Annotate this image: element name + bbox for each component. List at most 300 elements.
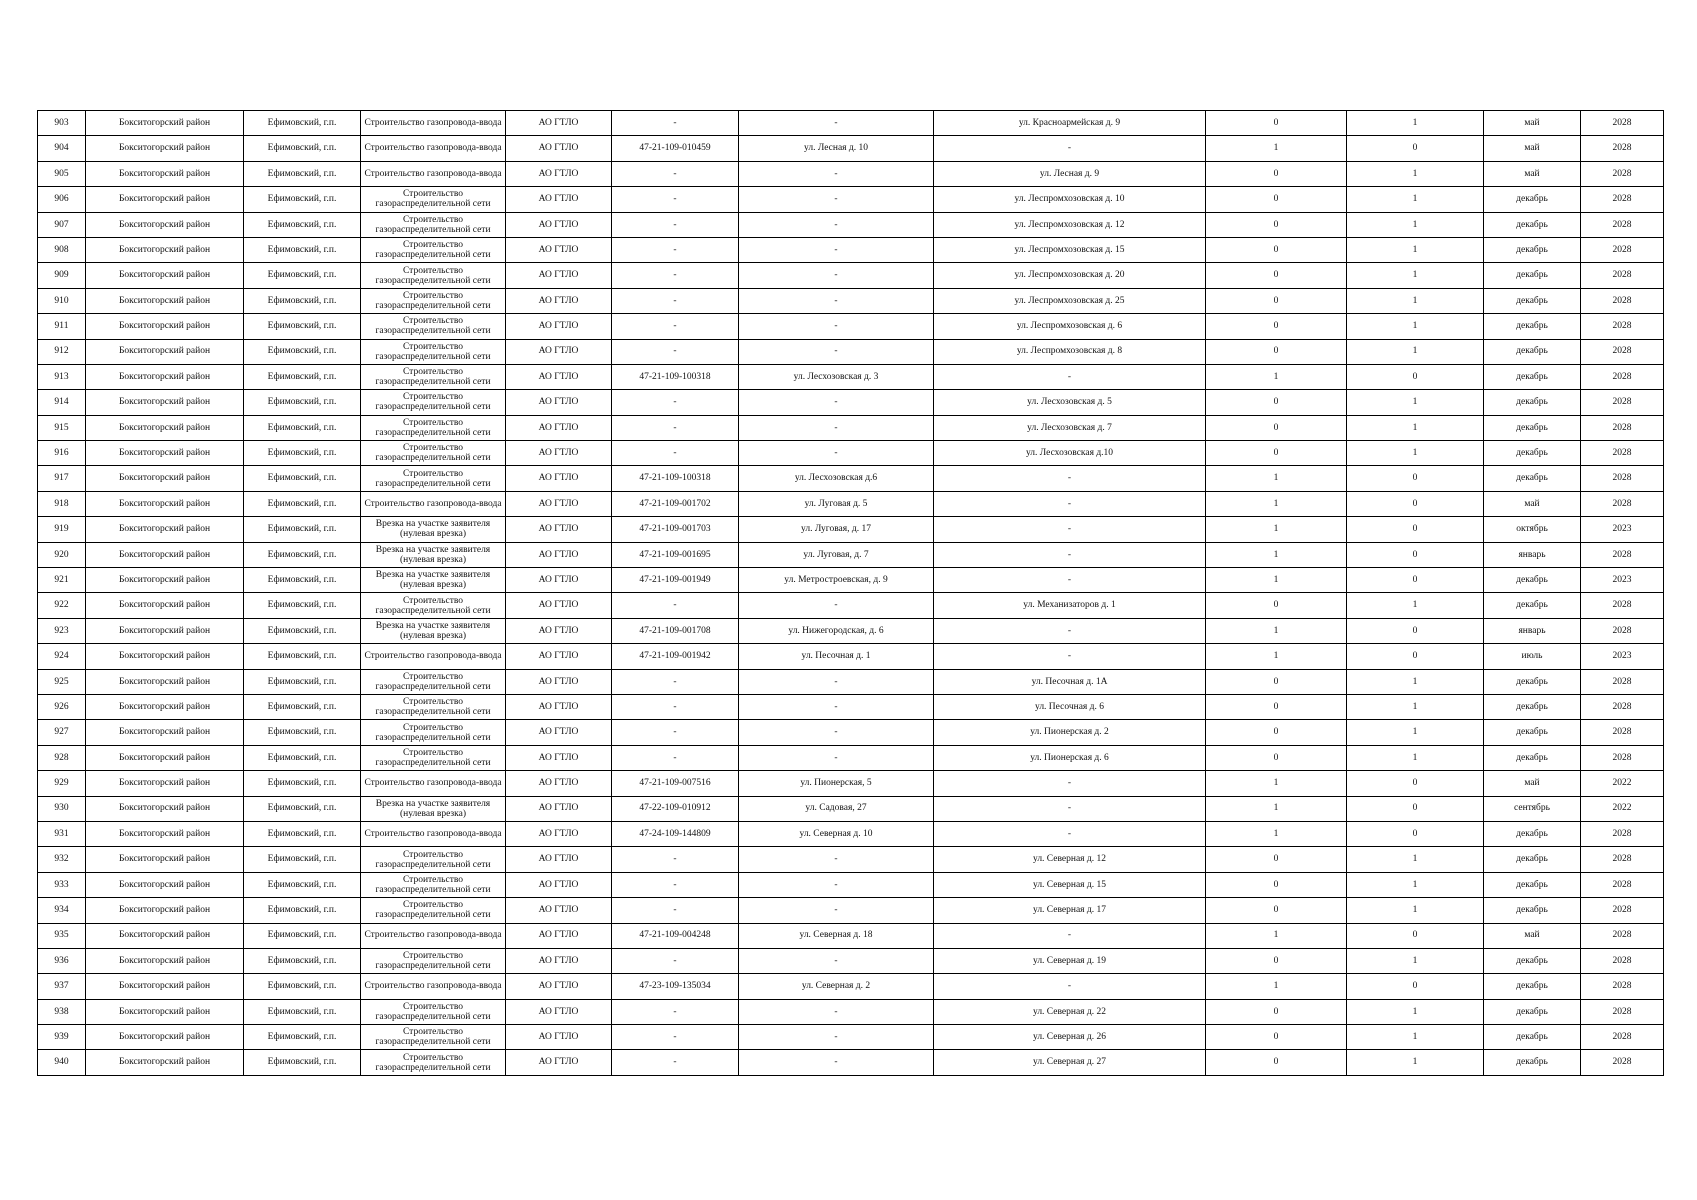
cell-settlement: Ефимовский, г.п.: [244, 745, 361, 770]
cell-count-a: 1: [1206, 974, 1347, 999]
cell-organization: АО ГТЛО: [506, 796, 612, 821]
cell-address-owner: -: [739, 390, 934, 415]
cell-month: декабрь: [1484, 898, 1581, 923]
cell-work-type: Строительство газораспределительной сети: [361, 898, 506, 923]
cell-month: декабрь: [1484, 339, 1581, 364]
cell-month: сентябрь: [1484, 796, 1581, 821]
table-row: [38, 694, 1664, 719]
table-row: [38, 948, 1664, 973]
cell-address-planned: -: [934, 644, 1206, 669]
cell-address-planned: ул. Северная д. 19: [934, 948, 1206, 973]
cell-month: декабрь: [1484, 390, 1581, 415]
cell-district: Бокситогорский район: [86, 821, 244, 846]
cell-year: 2028: [1581, 1025, 1664, 1050]
cell-settlement: Ефимовский, г.п.: [244, 999, 361, 1024]
cell-address-planned: ул. Песочная д. 6: [934, 694, 1206, 719]
cell-row-number: 934: [38, 898, 86, 923]
cell-cadastral-number: -: [612, 441, 739, 466]
cell-organization: АО ГТЛО: [506, 694, 612, 719]
cell-address-planned: ул. Леспромхозовская д. 6: [934, 314, 1206, 339]
cell-month: декабрь: [1484, 415, 1581, 440]
cell-settlement: Ефимовский, г.п.: [244, 339, 361, 364]
cell-district: Бокситогорский район: [86, 542, 244, 567]
cell-work-type: Строительство газораспределительной сети: [361, 745, 506, 770]
cell-address-owner: -: [739, 314, 934, 339]
cell-year: 2028: [1581, 1050, 1664, 1075]
cell-cadastral-number: -: [612, 720, 739, 745]
cell-address-planned: -: [934, 136, 1206, 161]
cell-count-b: 0: [1347, 771, 1484, 796]
cell-month: декабрь: [1484, 263, 1581, 288]
cell-year: 2028: [1581, 263, 1664, 288]
cell-organization: АО ГТЛО: [506, 999, 612, 1024]
cell-address-planned: -: [934, 491, 1206, 516]
cell-cadastral-number: -: [612, 263, 739, 288]
cell-month: декабрь: [1484, 1050, 1581, 1075]
cell-work-type: Строительство газопровода-ввода: [361, 821, 506, 846]
cell-row-number: 938: [38, 999, 86, 1024]
cell-cadastral-number: 47-21-109-001708: [612, 618, 739, 643]
cell-settlement: Ефимовский, г.п.: [244, 415, 361, 440]
cell-count-a: 0: [1206, 745, 1347, 770]
cell-cadastral-number: -: [612, 898, 739, 923]
cell-settlement: Ефимовский, г.п.: [244, 542, 361, 567]
cell-row-number: 925: [38, 669, 86, 694]
cell-year: 2028: [1581, 974, 1664, 999]
cell-count-b: 1: [1347, 314, 1484, 339]
cell-settlement: Ефимовский, г.п.: [244, 212, 361, 237]
cell-address-owner: -: [739, 263, 934, 288]
cell-work-type: Врезка на участке заявителя (нулевая врезка): [361, 618, 506, 643]
cell-address-planned: ул. Механизаторов д. 1: [934, 593, 1206, 618]
table-row: [38, 390, 1664, 415]
cell-address-owner: -: [739, 872, 934, 897]
cell-address-owner: ул. Лесхозовская д.6: [739, 466, 934, 491]
cell-year: 2028: [1581, 872, 1664, 897]
cell-cadastral-number: -: [612, 1050, 739, 1075]
cell-address-owner: -: [739, 669, 934, 694]
cell-row-number: 906: [38, 187, 86, 212]
cell-settlement: Ефимовский, г.п.: [244, 771, 361, 796]
cell-organization: АО ГТЛО: [506, 593, 612, 618]
cell-address-planned: ул. Северная д. 27: [934, 1050, 1206, 1075]
cell-count-b: 0: [1347, 491, 1484, 516]
table-row: [38, 263, 1664, 288]
cell-count-b: 0: [1347, 466, 1484, 491]
cell-row-number: 926: [38, 694, 86, 719]
cell-work-type: Строительство газопровода-ввода: [361, 161, 506, 186]
cell-cadastral-number: 47-22-109-010912: [612, 796, 739, 821]
cell-month: май: [1484, 491, 1581, 516]
cell-year: 2028: [1581, 542, 1664, 567]
cell-count-a: 0: [1206, 1050, 1347, 1075]
cell-month: декабрь: [1484, 694, 1581, 719]
cell-month: декабрь: [1484, 187, 1581, 212]
cell-address-owner: -: [739, 339, 934, 364]
cell-month: май: [1484, 923, 1581, 948]
cell-month: декабрь: [1484, 669, 1581, 694]
cell-count-b: 1: [1347, 237, 1484, 262]
cell-work-type: Строительство газораспределительной сети: [361, 999, 506, 1024]
cell-count-b: 0: [1347, 923, 1484, 948]
cell-district: Бокситогорский район: [86, 568, 244, 593]
cell-work-type: Строительство газораспределительной сети: [361, 212, 506, 237]
cell-count-a: 0: [1206, 999, 1347, 1024]
cell-address-owner: ул. Садовая, 27: [739, 796, 934, 821]
cell-settlement: Ефимовский, г.п.: [244, 618, 361, 643]
cell-work-type: Строительство газораспределительной сети: [361, 872, 506, 897]
cell-organization: АО ГТЛО: [506, 1050, 612, 1075]
cell-row-number: 903: [38, 111, 86, 136]
cell-district: Бокситогорский район: [86, 644, 244, 669]
cell-district: Бокситогорский район: [86, 771, 244, 796]
table-row: [38, 847, 1664, 872]
cell-address-planned: -: [934, 771, 1206, 796]
table-row: [38, 491, 1664, 516]
cell-count-b: 0: [1347, 517, 1484, 542]
cell-settlement: Ефимовский, г.п.: [244, 948, 361, 973]
cell-district: Бокситогорский район: [86, 1025, 244, 1050]
cell-district: Бокситогорский район: [86, 111, 244, 136]
cell-count-a: 0: [1206, 339, 1347, 364]
cell-row-number: 927: [38, 720, 86, 745]
cell-address-planned: -: [934, 618, 1206, 643]
cell-count-a: 0: [1206, 111, 1347, 136]
cell-row-number: 920: [38, 542, 86, 567]
cell-work-type: Строительство газораспределительной сети: [361, 288, 506, 313]
cell-work-type: Строительство газораспределительной сети: [361, 694, 506, 719]
cell-settlement: Ефимовский, г.п.: [244, 694, 361, 719]
cell-district: Бокситогорский район: [86, 796, 244, 821]
cell-cadastral-number: -: [612, 288, 739, 313]
cell-address-owner: ул. Луговая, д. 7: [739, 542, 934, 567]
cell-work-type: Строительство газораспределительной сети: [361, 466, 506, 491]
cell-month: январь: [1484, 618, 1581, 643]
table-row: [38, 999, 1664, 1024]
table-row: [38, 364, 1664, 389]
cell-organization: АО ГТЛО: [506, 187, 612, 212]
cell-address-owner: ул. Лесная д. 10: [739, 136, 934, 161]
cell-year: 2028: [1581, 237, 1664, 262]
cell-month: декабрь: [1484, 821, 1581, 846]
cell-district: Бокситогорский район: [86, 466, 244, 491]
cell-count-a: 1: [1206, 542, 1347, 567]
cell-cadastral-number: 47-21-109-100318: [612, 364, 739, 389]
cell-row-number: 911: [38, 314, 86, 339]
cell-settlement: Ефимовский, г.п.: [244, 466, 361, 491]
cell-year: 2028: [1581, 441, 1664, 466]
cell-row-number: 905: [38, 161, 86, 186]
cell-organization: АО ГТЛО: [506, 364, 612, 389]
table-row: [38, 974, 1664, 999]
cell-address-owner: -: [739, 212, 934, 237]
cell-count-a: 0: [1206, 847, 1347, 872]
table-row: [38, 111, 1664, 136]
cell-count-a: 0: [1206, 161, 1347, 186]
cell-row-number: 909: [38, 263, 86, 288]
cell-count-b: 0: [1347, 618, 1484, 643]
cell-address-planned: ул. Пионерская д. 2: [934, 720, 1206, 745]
cell-district: Бокситогорский район: [86, 491, 244, 516]
cell-district: Бокситогорский район: [86, 415, 244, 440]
cell-address-owner: -: [739, 415, 934, 440]
cell-count-b: 1: [1347, 212, 1484, 237]
cell-row-number: 921: [38, 568, 86, 593]
cell-address-planned: ул. Песочная д. 1А: [934, 669, 1206, 694]
cell-address-planned: ул. Леспромхозовская д. 25: [934, 288, 1206, 313]
cell-district: Бокситогорский район: [86, 1050, 244, 1075]
cell-district: Бокситогорский район: [86, 847, 244, 872]
cell-address-owner: ул. Лесхозовская д. 3: [739, 364, 934, 389]
cell-month: декабрь: [1484, 745, 1581, 770]
cell-cadastral-number: -: [612, 847, 739, 872]
table-row: [38, 288, 1664, 313]
cell-count-b: 0: [1347, 542, 1484, 567]
cell-cadastral-number: -: [612, 745, 739, 770]
cell-address-owner: -: [739, 1050, 934, 1075]
cell-count-a: 0: [1206, 314, 1347, 339]
cell-count-a: 0: [1206, 720, 1347, 745]
cell-count-a: 0: [1206, 898, 1347, 923]
cell-cadastral-number: 47-21-109-001695: [612, 542, 739, 567]
cell-district: Бокситогорский район: [86, 517, 244, 542]
cell-settlement: Ефимовский, г.п.: [244, 161, 361, 186]
cell-address-owner: -: [739, 288, 934, 313]
cell-year: 2028: [1581, 821, 1664, 846]
cell-year: 2028: [1581, 948, 1664, 973]
cell-count-a: 1: [1206, 618, 1347, 643]
cell-count-b: 0: [1347, 568, 1484, 593]
cell-cadastral-number: 47-21-109-001703: [612, 517, 739, 542]
cell-cadastral-number: -: [612, 694, 739, 719]
cell-cadastral-number: 47-21-109-001942: [612, 644, 739, 669]
cell-cadastral-number: -: [612, 212, 739, 237]
cell-district: Бокситогорский район: [86, 339, 244, 364]
cell-address-owner: -: [739, 745, 934, 770]
cell-address-owner: ул. Луговая, д. 17: [739, 517, 934, 542]
cell-work-type: Строительство газопровода-ввода: [361, 923, 506, 948]
table-row: [38, 745, 1664, 770]
cell-settlement: Ефимовский, г.п.: [244, 187, 361, 212]
cell-work-type: Строительство газопровода-ввода: [361, 771, 506, 796]
cell-row-number: 919: [38, 517, 86, 542]
cell-work-type: Строительство газопровода-ввода: [361, 136, 506, 161]
cell-settlement: Ефимовский, г.п.: [244, 1050, 361, 1075]
cell-month: декабрь: [1484, 1025, 1581, 1050]
cell-work-type: Строительство газопровода-ввода: [361, 644, 506, 669]
cell-cadastral-number: 47-21-109-004248: [612, 923, 739, 948]
cell-address-owner: -: [739, 720, 934, 745]
cell-address-owner: -: [739, 898, 934, 923]
cell-work-type: Строительство газораспределительной сети: [361, 237, 506, 262]
cell-count-a: 0: [1206, 212, 1347, 237]
cell-organization: АО ГТЛО: [506, 821, 612, 846]
cell-row-number: 913: [38, 364, 86, 389]
cell-count-a: 0: [1206, 288, 1347, 313]
cell-settlement: Ефимовский, г.п.: [244, 263, 361, 288]
cell-month: декабрь: [1484, 948, 1581, 973]
cell-organization: АО ГТЛО: [506, 111, 612, 136]
cell-work-type: Строительство газораспределительной сети: [361, 314, 506, 339]
cell-count-b: 1: [1347, 339, 1484, 364]
cell-count-a: 0: [1206, 948, 1347, 973]
cell-address-planned: ул. Красноармейская д. 9: [934, 111, 1206, 136]
table-row: [38, 872, 1664, 897]
cell-cadastral-number: -: [612, 390, 739, 415]
cell-count-b: 1: [1347, 898, 1484, 923]
cell-count-a: 0: [1206, 237, 1347, 262]
cell-settlement: Ефимовский, г.п.: [244, 491, 361, 516]
cell-cadastral-number: -: [612, 872, 739, 897]
cell-count-a: 1: [1206, 364, 1347, 389]
cell-district: Бокситогорский район: [86, 136, 244, 161]
cell-count-b: 1: [1347, 1025, 1484, 1050]
cell-organization: АО ГТЛО: [506, 415, 612, 440]
table-row: [38, 441, 1664, 466]
cell-district: Бокситогорский район: [86, 669, 244, 694]
cell-row-number: 933: [38, 872, 86, 897]
cell-address-owner: ул. Северная д. 2: [739, 974, 934, 999]
cell-settlement: Ефимовский, г.п.: [244, 796, 361, 821]
table-row: [38, 415, 1664, 440]
cell-address-owner: ул. Северная д. 18: [739, 923, 934, 948]
cell-year: 2028: [1581, 390, 1664, 415]
cell-organization: АО ГТЛО: [506, 212, 612, 237]
cell-address-owner: -: [739, 441, 934, 466]
cell-district: Бокситогорский район: [86, 161, 244, 186]
cell-year: 2023: [1581, 568, 1664, 593]
cell-settlement: Ефимовский, г.п.: [244, 593, 361, 618]
table-row: [38, 568, 1664, 593]
cell-address-planned: -: [934, 796, 1206, 821]
cell-month: январь: [1484, 542, 1581, 567]
cell-row-number: 912: [38, 339, 86, 364]
cell-year: 2028: [1581, 288, 1664, 313]
cell-district: Бокситогорский район: [86, 314, 244, 339]
cell-cadastral-number: -: [612, 669, 739, 694]
cell-cadastral-number: 47-21-109-001702: [612, 491, 739, 516]
cell-address-planned: -: [934, 466, 1206, 491]
gas-connections-table: [37, 110, 1664, 1076]
cell-cadastral-number: 47-24-109-144809: [612, 821, 739, 846]
cell-address-owner: ул. Песочная д. 1: [739, 644, 934, 669]
cell-address-planned: -: [934, 364, 1206, 389]
table-row: [38, 618, 1664, 643]
cell-month: декабрь: [1484, 441, 1581, 466]
cell-count-a: 0: [1206, 441, 1347, 466]
cell-row-number: 904: [38, 136, 86, 161]
cell-organization: АО ГТЛО: [506, 263, 612, 288]
cell-cadastral-number: 47-21-109-007516: [612, 771, 739, 796]
cell-settlement: Ефимовский, г.п.: [244, 1025, 361, 1050]
cell-count-a: 1: [1206, 796, 1347, 821]
cell-count-a: 1: [1206, 821, 1347, 846]
cell-address-planned: ул. Северная д. 12: [934, 847, 1206, 872]
cell-row-number: 930: [38, 796, 86, 821]
cell-year: 2028: [1581, 415, 1664, 440]
cell-count-b: 1: [1347, 390, 1484, 415]
cell-count-a: 0: [1206, 263, 1347, 288]
table-row: [38, 669, 1664, 694]
cell-address-owner: -: [739, 999, 934, 1024]
cell-count-b: 0: [1347, 364, 1484, 389]
cell-work-type: Строительство газораспределительной сети: [361, 669, 506, 694]
cell-settlement: Ефимовский, г.п.: [244, 441, 361, 466]
cell-organization: АО ГТЛО: [506, 847, 612, 872]
cell-cadastral-number: -: [612, 999, 739, 1024]
cell-organization: АО ГТЛО: [506, 542, 612, 567]
cell-organization: АО ГТЛО: [506, 568, 612, 593]
cell-address-owner: -: [739, 111, 934, 136]
cell-count-b: 1: [1347, 161, 1484, 186]
cell-work-type: Врезка на участке заявителя (нулевая врезка): [361, 517, 506, 542]
cell-district: Бокситогорский район: [86, 263, 244, 288]
cell-work-type: Строительство газопровода-ввода: [361, 491, 506, 516]
table-row: [38, 237, 1664, 262]
cell-address-planned: ул. Северная д. 22: [934, 999, 1206, 1024]
cell-district: Бокситогорский район: [86, 974, 244, 999]
table-row: [38, 1025, 1664, 1050]
cell-settlement: Ефимовский, г.п.: [244, 237, 361, 262]
cell-month: декабрь: [1484, 974, 1581, 999]
cell-count-a: 1: [1206, 923, 1347, 948]
table-row: [38, 898, 1664, 923]
cell-address-planned: ул. Леспромхозовская д. 20: [934, 263, 1206, 288]
cell-organization: АО ГТЛО: [506, 491, 612, 516]
table-row: [38, 466, 1664, 491]
cell-address-planned: ул. Северная д. 15: [934, 872, 1206, 897]
cell-row-number: 931: [38, 821, 86, 846]
cell-work-type: Строительство газораспределительной сети: [361, 263, 506, 288]
cell-row-number: 908: [38, 237, 86, 262]
cell-settlement: Ефимовский, г.п.: [244, 111, 361, 136]
cell-count-a: 0: [1206, 415, 1347, 440]
cell-settlement: Ефимовский, г.п.: [244, 568, 361, 593]
table-row: [38, 517, 1664, 542]
cell-work-type: Строительство газораспределительной сети: [361, 415, 506, 440]
cell-count-b: 1: [1347, 872, 1484, 897]
cell-work-type: Строительство газораспределительной сети: [361, 948, 506, 973]
cell-year: 2028: [1581, 898, 1664, 923]
cell-settlement: Ефимовский, г.п.: [244, 136, 361, 161]
cell-count-a: 1: [1206, 491, 1347, 516]
cell-count-b: 0: [1347, 821, 1484, 846]
cell-count-b: 1: [1347, 288, 1484, 313]
cell-count-b: 1: [1347, 720, 1484, 745]
cell-count-b: 1: [1347, 669, 1484, 694]
table-row: [38, 1050, 1664, 1075]
cell-year: 2028: [1581, 593, 1664, 618]
cell-address-owner: ул. Метростроевская, д. 9: [739, 568, 934, 593]
cell-organization: АО ГТЛО: [506, 618, 612, 643]
cell-count-b: 1: [1347, 745, 1484, 770]
cell-settlement: Ефимовский, г.п.: [244, 390, 361, 415]
cell-month: май: [1484, 161, 1581, 186]
cell-address-owner: ул. Пионерская, 5: [739, 771, 934, 796]
cell-year: 2028: [1581, 161, 1664, 186]
cell-work-type: Строительство газораспределительной сети: [361, 441, 506, 466]
cell-row-number: 915: [38, 415, 86, 440]
table-row: [38, 720, 1664, 745]
cell-cadastral-number: -: [612, 948, 739, 973]
cell-month: октябрь: [1484, 517, 1581, 542]
cell-row-number: 917: [38, 466, 86, 491]
cell-address-planned: ул. Леспромхозовская д. 15: [934, 237, 1206, 262]
cell-address-owner: -: [739, 187, 934, 212]
cell-year: 2028: [1581, 212, 1664, 237]
cell-month: май: [1484, 136, 1581, 161]
cell-organization: АО ГТЛО: [506, 745, 612, 770]
